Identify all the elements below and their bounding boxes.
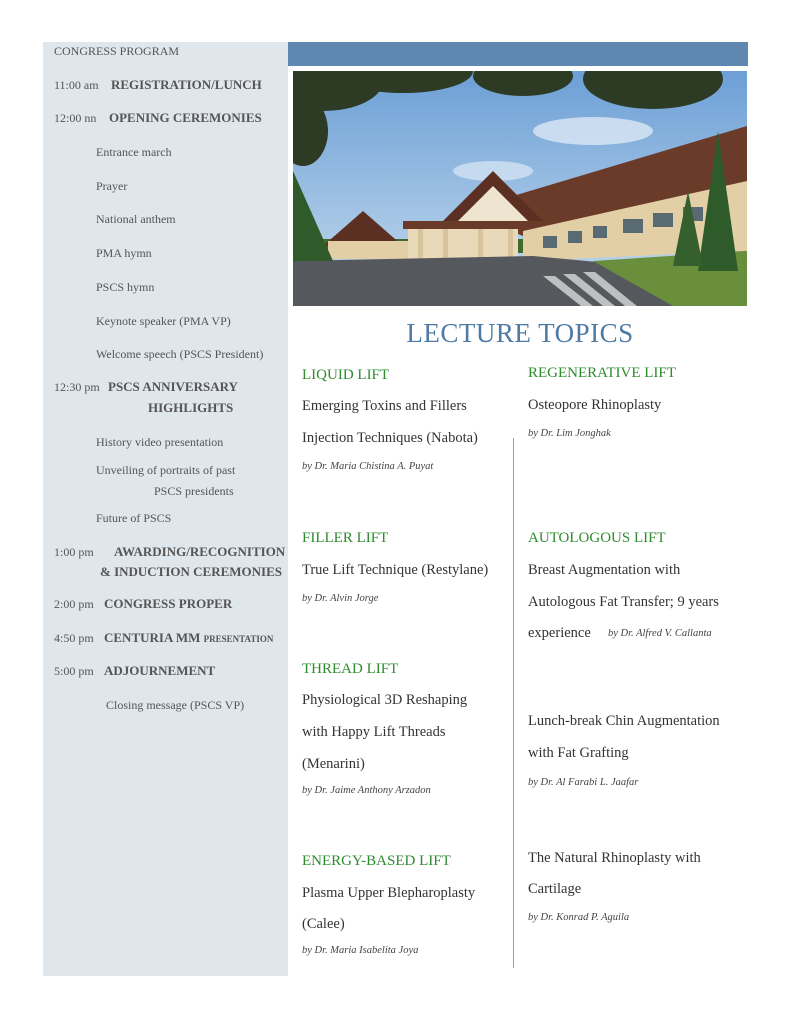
program-item-awarding-line2: & INDUCTION CEREMONIES [100, 564, 283, 579]
topic-line: Emerging Toxins and Fillers [302, 398, 467, 414]
program-subitem: History video presentation [96, 435, 224, 449]
topic-speaker: by Dr. Maria Chistina A. Puyat [302, 461, 434, 472]
program-item-registration: 11:00 am REGISTRATION/LUNCH [54, 77, 262, 92]
topic-line: (Menarini) [302, 756, 365, 772]
column-divider [513, 438, 514, 968]
topic-line: Breast Augmentation with [528, 562, 681, 578]
program-title: CONGRESS PROGRAM [54, 44, 180, 58]
topic-heading-autologous-lift: AUTOLOGOUS LIFT [528, 530, 666, 546]
program-subitem: PSCS hymn [96, 280, 155, 294]
topic-line: True Lift Technique (Restylane) [302, 562, 489, 578]
topic-heading-energy-based-lift: ENERGY-BASED LIFT [302, 853, 451, 869]
topic-line: with Happy Lift Threads [302, 724, 446, 740]
topic-line: (Calee) [302, 916, 345, 932]
program-item-anniversary-line2: HIGHLIGHTS [148, 400, 234, 415]
topic-heading-filler-lift: FILLER LIFT [302, 530, 389, 546]
program-subitem: Welcome speech (PSCS President) [96, 347, 264, 361]
venue-photo [293, 71, 747, 306]
topic-speaker: by Dr. Lim Jonghak [528, 428, 611, 439]
topic-speaker: by Dr. Al Farabi L. Jaafar [528, 777, 639, 788]
program-item-opening: 12:00 nn OPENING CEREMONIES [54, 110, 262, 125]
program-subitem: PMA hymn [96, 246, 152, 260]
topic-speaker: by Dr. Maria Isabelita Joya [302, 945, 419, 956]
topic-speaker: by Dr. Jaime Anthony Arzadon [302, 785, 431, 796]
topic-heading-thread-lift: THREAD LIFT [302, 661, 399, 677]
topic-line: Osteopore Rhinoplasty [528, 397, 662, 413]
congress-program-sidebar [43, 42, 288, 976]
program-subitem: PSCS presidents [154, 484, 234, 498]
program-subitem: Closing message (PSCS VP) [106, 698, 245, 712]
program-item-anniversary: 12:30 pm PSCS ANNIVERSARY [54, 379, 238, 394]
lecture-topics-title: LECTURE TOPICS [406, 318, 634, 348]
topic-speaker: by Dr. Alfred V. Callanta [608, 628, 712, 639]
topic-line: The Natural Rhinoplasty with [528, 850, 701, 866]
topic-line: with Fat Grafting [528, 745, 629, 761]
topic-line: Cartilage [528, 881, 582, 897]
topic-speaker: by Dr. Konrad P. Aguila [528, 912, 630, 923]
program-item-awarding: 1:00 pm AWARDING/RECOGNITION [54, 544, 286, 559]
program-item-centuria: 4:50 pm CENTURIA MM presentation [54, 630, 274, 645]
topic-line: Physiological 3D Reshaping [302, 692, 468, 708]
program-subitem: Entrance march [96, 145, 172, 159]
topic-line: Plasma Upper Blepharoplasty [302, 885, 476, 901]
topic-line: experience [528, 625, 591, 641]
topic-heading-liquid-lift: LIQUID LIFT [302, 367, 390, 383]
program-item-congress: 2:00 pm CONGRESS PROPER [54, 596, 233, 611]
program-subitem: Keynote speaker (PMA VP) [96, 314, 231, 328]
program-subitem: National anthem [96, 212, 176, 226]
topic-speaker: by Dr. Alvin Jorge [302, 593, 379, 604]
program-item-adjournement: 5:00 pm ADJOURNEMENT [54, 663, 216, 678]
topic-line: Lunch-break Chin Augmentation [528, 713, 720, 729]
topic-heading-regenerative-lift: REGENERATIVE LIFT [528, 365, 676, 381]
program-subitem: Prayer [96, 179, 128, 193]
program-subitem: Future of PSCS [96, 511, 172, 525]
program-subitem: Unveiling of portraits of past [96, 463, 236, 477]
header-accent-bar [288, 42, 748, 66]
topic-line: Autologous Fat Transfer; 9 years [528, 594, 719, 610]
topic-line: Injection Techniques (Nabota) [302, 430, 478, 446]
